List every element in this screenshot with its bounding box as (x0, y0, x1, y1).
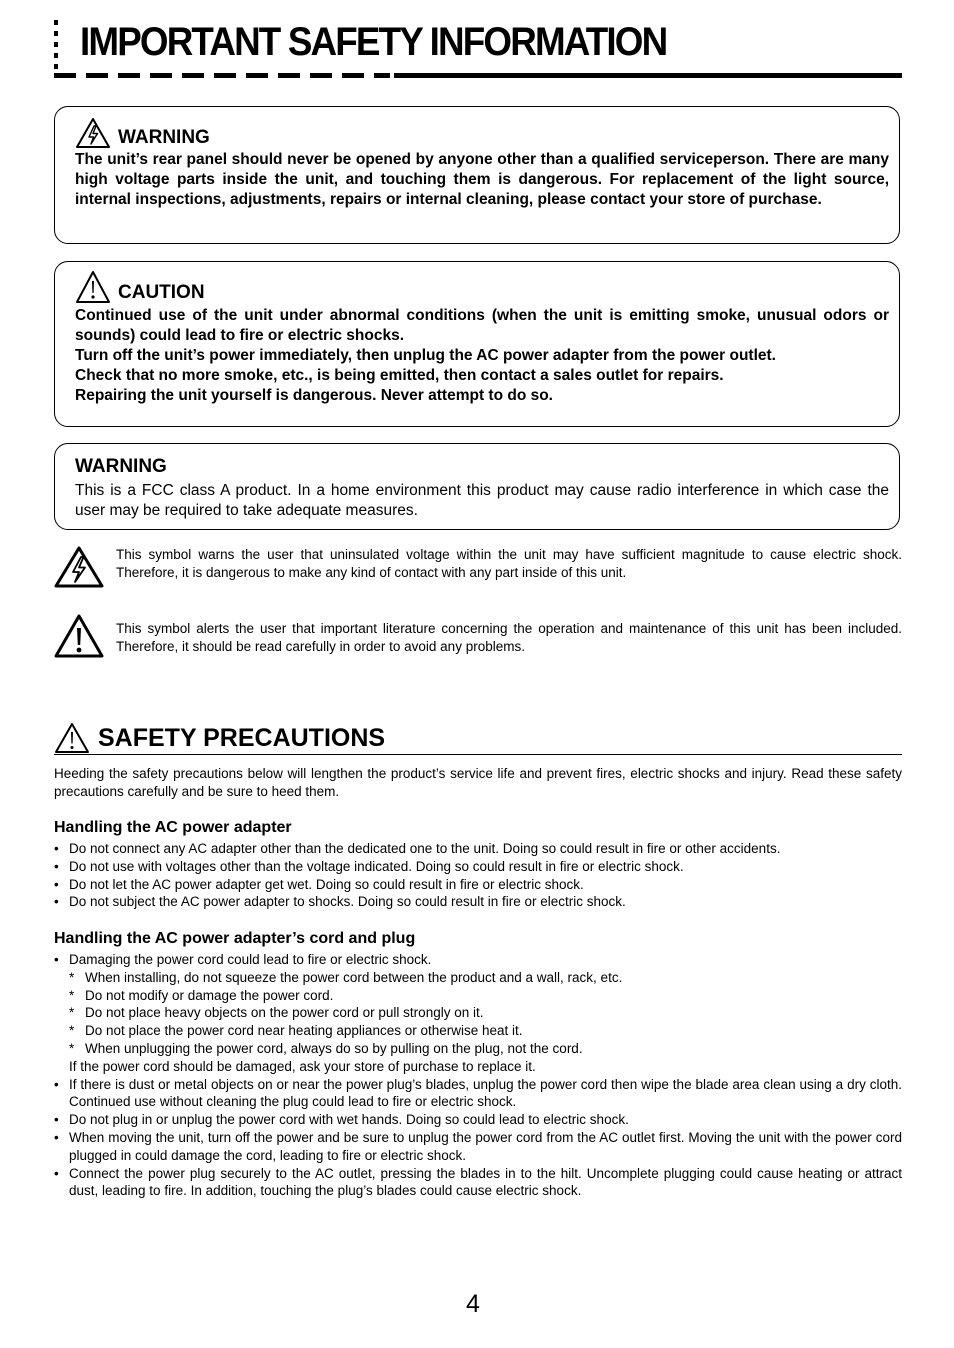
exclamation-warning-icon (75, 270, 111, 304)
title-solid-rule (394, 73, 902, 78)
exclamation-warning-icon (54, 614, 104, 658)
safety-precautions-heading: SAFETY PRECAUTIONS (98, 724, 386, 752)
title-dotted-line (54, 20, 58, 76)
caution-heading: CAUTION (118, 282, 205, 303)
list-item: • Connect the power plug securely to the AC outlet, pressing the blades in to the hilt. Uncomplete plugging could cause heating or attract dust, leading to fire. In addition, touching the plug’s blades could cause electric shock. (54, 1165, 902, 1201)
fcc-heading-row (75, 456, 889, 478)
page-title-area (54, 18, 902, 80)
list-item: • Do not use with voltages other than the voltage indicated. Doing so could result in fire or electric shock. (54, 858, 902, 876)
caution-box (54, 261, 900, 427)
ac-adapter-list (54, 840, 902, 911)
sub-list-item: * Do not place the power cord near heating appliances or otherwise heat it. (69, 1022, 902, 1040)
symbol-shock-text: This symbol warns the user that uninsulated voltage within the unit may have sufficient magnitude to cause electric shock. Therefore, it is dangerous to make any kind of contact with any part inside of this unit. (116, 547, 902, 580)
sub-list-item: * When unplugging the power cord, always do so by pulling on the plug, not the cord. (69, 1040, 902, 1058)
page-title: IMPORTANT SAFETY INFORMATION (80, 20, 667, 64)
list-item: • When moving the unit, turn off the power and be sure to unplug the power cord from the AC outlet first. Moving the unit with the power cord plugged in could damage the cord, leading to fire or electric shock. (54, 1129, 902, 1165)
ac-adapter-heading: Handling the AC power adapter (54, 819, 292, 836)
fcc-warning-box (54, 443, 900, 530)
electric-shock-warning-icon (75, 117, 111, 149)
caution-heading-row (75, 270, 889, 304)
fcc-warning-heading: WARNING (75, 456, 167, 477)
list-item: • Do not plug in or unplug the power cord with wet hands. Doing so could lead to electric shock. (54, 1111, 902, 1129)
warning-box-service (54, 106, 900, 244)
sub-list-item: * Do not place heavy objects on the power cord or pull strongly on it. (69, 1004, 902, 1022)
list-item (54, 951, 902, 1076)
warning-heading: WARNING (118, 127, 210, 148)
fcc-warning-text: This is a FCC class A product. In a home environment this product may cause radio interference in which case the user may be required to take adequate measures. (75, 482, 889, 519)
title-dashed-rule (54, 73, 390, 78)
list-item-note: If the power cord should be damaged, ask your store of purchase to replace it. (69, 1058, 536, 1074)
list-item-text: • Damaging the power cord could lead to fire or electric shock. (69, 952, 432, 967)
symbol-exclamation-text: This symbol alerts the user that important literature concerning the operation and maintenance of this unit has been included. Therefore, it should be read carefully in order to avoid any problems. (116, 621, 902, 654)
caution-text-1: Continued use of the unit under abnormal conditions (when the unit is emitting smoke, unusual odors or sounds) could lead to fire or electric shocks. (75, 307, 889, 344)
list-item: • If there is dust or metal objects on or near the power plug’s blades, unplug the power cord then wipe the blade area clean using a dry cloth. Continued use without cleaning the plug could lead to fire or electric shock. (54, 1076, 902, 1112)
symbol-row-exclamation (54, 614, 902, 663)
caution-text-2: Turn off the unit’s power immediately, then unplug the AC power adapter from the power outlet. (75, 347, 776, 364)
warning-text: The unit’s rear panel should never be opened by anyone other than a qualified serviceperson. There are many high voltage parts inside the unit, and touching them is dangerous. For replacement of the light source, internal inspections, adjustments, repairs or internal cleaning, please contact your store of purchase. (75, 151, 889, 208)
caution-text-3: Check that no more smoke, etc., is being emitted, then contact a sales outlet for repairs. (75, 367, 724, 384)
warning-heading-row (75, 117, 889, 149)
safety-intro: Heeding the safety precautions below will lengthen the product’s service life and prevent fires, electric shocks and injury. Read these safety precautions carefully and be sure to heed them. (54, 766, 902, 799)
symbol-row-shock (54, 546, 902, 593)
list-item: • Do not subject the AC power adapter to shocks. Doing so could result in fire or electric shock. (54, 893, 902, 911)
caution-text-4: Repairing the unit yourself is dangerous. Never attempt to do so. (75, 387, 553, 404)
exclamation-warning-icon (54, 722, 90, 754)
page-number: 4 (466, 1290, 480, 1318)
cord-plug-list (54, 951, 902, 1200)
electric-shock-warning-icon (54, 546, 104, 588)
list-item: • Do not let the AC power adapter get wet. Doing so could result in fire or electric shock. (54, 876, 902, 894)
safety-precautions-header (54, 716, 902, 755)
list-item: • Do not connect any AC adapter other than the dedicated one to the unit. Doing so could result in fire or other accidents. (54, 840, 902, 858)
cord-plug-heading: Handling the AC power adapter’s cord and plug (54, 930, 416, 947)
sub-list-item: * When installing, do not squeeze the power cord between the product and a wall, rack, etc. (69, 969, 902, 987)
sub-list-item: * Do not modify or damage the power cord. (69, 987, 902, 1005)
